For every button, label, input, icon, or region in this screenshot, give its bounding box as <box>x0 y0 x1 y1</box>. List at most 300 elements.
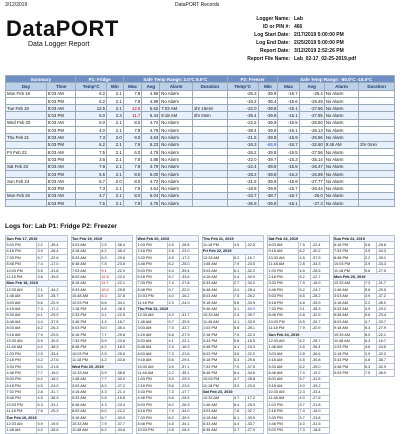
meta-value: 3/12/2019 2:52:26 PM <box>294 48 344 54</box>
log-cell: 9:48 AM <box>202 306 233 312</box>
log-cell: 5.8 <box>233 325 245 331</box>
summary-cell: 2.1 <box>107 156 124 163</box>
log-cell: 1:48 AM <box>6 293 37 299</box>
log-cell: -28.4 <box>245 287 263 293</box>
summary-row <box>6 134 395 141</box>
summary-cell: -26.0 <box>299 192 324 199</box>
summary-cell: -36.9 <box>227 200 258 207</box>
summary-cell: -26.4 <box>299 90 324 97</box>
log-cell: 5:33 AM <box>268 363 299 369</box>
log-cell: 7.9 <box>100 421 115 427</box>
log-cell: 4.0 <box>299 421 311 427</box>
summary-cell: No Alarm <box>324 105 358 112</box>
log-cell: 6:48 AM <box>268 370 299 376</box>
log-cell: 2.7 <box>233 427 245 433</box>
summary-cell: 2.1 <box>107 105 124 112</box>
summary-row <box>6 192 395 199</box>
log-cell: Wed Feb 20, 2019 <box>71 363 133 369</box>
log-cell: 9.1 <box>100 267 115 273</box>
summary-cell: -15.5 <box>278 119 299 126</box>
log-cell: 6:18 PM <box>71 331 100 337</box>
log-cell: 5.0 <box>100 408 115 414</box>
summary-cell: 2hr 0min <box>359 141 395 148</box>
log-cell: -17.2 <box>245 395 263 401</box>
summary-cell <box>359 105 395 112</box>
log-cell: 10:33 AM <box>6 338 37 344</box>
summary-cell <box>6 200 47 207</box>
summary-cell: No Alarm <box>160 97 193 104</box>
log-cell: -37.9 <box>311 255 329 261</box>
log-table <box>267 235 330 434</box>
log-cell: 11:48 AM <box>333 338 364 344</box>
summary-cell <box>359 127 395 134</box>
log-cell: -34.2 <box>245 280 263 286</box>
log-cell: -17.2 <box>49 306 67 312</box>
log-cell: -30.5 <box>49 338 67 344</box>
log-cell: 2.8 <box>299 261 311 267</box>
meta-key: Report Date: <box>259 48 290 54</box>
log-cell: 3:03 AM <box>6 299 37 305</box>
log-cell: 7.3 <box>299 427 311 433</box>
log-cell: -38.3 <box>49 344 67 350</box>
log-cell: 4:18 AM <box>6 306 37 312</box>
summary-row <box>6 163 395 170</box>
log-cell: -32.7 <box>245 408 263 414</box>
log-cell: 3.9 <box>37 248 49 254</box>
summary-cell: -39.9 <box>258 178 278 185</box>
log-cell: Wed Feb 20, 2019 <box>137 236 199 242</box>
log-cell: 7:33 PM <box>137 414 168 420</box>
log-cell: 9:18 AM <box>71 414 100 420</box>
summary-cell: -32.60 <box>299 141 324 148</box>
summary-column-header: Day <box>6 83 47 90</box>
summary-cell: No Alarm <box>324 90 358 97</box>
summary-cell: 8.0 <box>123 134 142 141</box>
log-cell: 9:18 AM <box>6 331 37 337</box>
summary-cell: -26.99 <box>299 170 324 177</box>
log-table <box>71 235 134 434</box>
log-cell: -31.5 <box>311 376 329 382</box>
log-cell: -16.3 <box>180 344 198 350</box>
log-cell: -35.0 <box>376 299 394 305</box>
summary-cell: No Alarm <box>324 112 358 119</box>
log-cell: 5.6 <box>364 242 376 248</box>
summary-cell: -22.4 <box>227 163 258 170</box>
log-table <box>136 235 199 434</box>
log-cell: 4.4 <box>233 274 245 280</box>
summary-cell: -26.2 <box>227 148 258 155</box>
log-cell: 2.5 <box>100 351 115 357</box>
log-column <box>136 235 199 433</box>
summary-cell: 4.98 <box>142 97 160 104</box>
summary-cell: -39.8 <box>258 185 278 192</box>
log-cell: 10:33 AM <box>268 389 299 395</box>
summary-row <box>6 97 395 104</box>
log-cell: -37.2 <box>376 293 394 299</box>
summary-cell: -39.8 <box>258 170 278 177</box>
log-cell: 8:48 PM <box>333 255 364 261</box>
log-cell: -23.0 <box>180 248 198 254</box>
log-cell: 4.5 <box>168 255 180 261</box>
log-cell: -22.5 <box>245 242 263 248</box>
log-cell: 10.0 <box>100 287 115 293</box>
log-table <box>202 235 265 434</box>
summary-cell <box>359 170 395 177</box>
log-cell: 2.2 <box>37 242 49 248</box>
log-cell: 11:48 AM <box>137 370 168 376</box>
log-cell: 7.9 <box>299 325 311 331</box>
summary-cell <box>359 112 395 119</box>
log-cell: 4.5 <box>37 395 49 401</box>
log-cell: -17.7 <box>180 389 198 395</box>
log-cell: 5:33 AM <box>6 312 37 318</box>
log-cell: 5.6 <box>168 382 180 388</box>
log-cell: 7.9 <box>233 261 245 267</box>
summary-column-header: Alarm <box>160 83 193 90</box>
log-cell: 2.6 <box>100 395 115 401</box>
log-cell: 1:18 PM <box>71 306 100 312</box>
summary-cell: No Alarm <box>160 163 193 170</box>
summary-cell: -25.49 <box>299 97 324 104</box>
summary-cell <box>192 127 227 134</box>
log-cell: Sat Feb 23, 2019 <box>268 236 330 242</box>
log-cell: 2:18 PM <box>333 351 364 357</box>
log-cell: 6:18 PM <box>333 242 364 248</box>
log-cell: Tue Feb 19, 2019 <box>71 236 133 242</box>
summary-cell: -15.7 <box>278 185 299 192</box>
log-cell: 3:33 PM <box>333 357 364 363</box>
log-cell: -28.7 <box>311 338 329 344</box>
log-cell: -33.3 <box>376 261 394 267</box>
log-cell: 3:03 AM <box>71 242 100 248</box>
log-cell: 7.5 <box>364 370 376 376</box>
summary-cell: 2.0 <box>107 178 124 185</box>
summary-column-header: Time <box>46 83 76 90</box>
summary-cell: -15.3 <box>278 156 299 163</box>
log-cell: 3.1 <box>299 306 311 312</box>
log-cell: 7.7 <box>100 376 115 382</box>
log-cell: -36.9 <box>376 370 394 376</box>
summary-cell <box>6 170 47 177</box>
log-cell: Sun Feb 17, 2019 <box>6 236 68 242</box>
summary-cell <box>6 112 47 119</box>
log-cell: 12:33 AM <box>6 287 37 293</box>
log-cell: -26.3 <box>180 402 198 408</box>
log-cell: 5:33 AM <box>71 395 100 401</box>
summary-cell: 12.5 <box>76 105 107 112</box>
log-cell: 5.5 <box>37 267 49 273</box>
summary-cell: -39.9 <box>258 90 278 97</box>
log-cell: -23.4 <box>376 312 394 318</box>
log-cell: 8:48 PM <box>268 312 299 318</box>
summary-cell <box>359 185 395 192</box>
log-cell: -31.1 <box>49 402 67 408</box>
log-cell: 4:18 AM <box>202 414 233 420</box>
log-cell: -21.7 <box>376 280 394 286</box>
summary-cell: No Alarm <box>160 185 193 192</box>
log-cell: 3:33 PM <box>268 414 299 420</box>
log-cell: 3:48 PM <box>71 319 100 325</box>
log-cell: 4.3 <box>100 402 115 408</box>
summary-cell: -15.6 <box>278 97 299 104</box>
summary-cell: 6.2 <box>76 90 107 97</box>
log-cell: 5:33 AM <box>202 421 233 427</box>
log-cell: 5:03 PM <box>268 427 299 433</box>
summary-cell: 5.00 <box>142 170 160 177</box>
log-cell: -39.4 <box>180 267 198 273</box>
log-cell: 3:03 AM <box>202 408 233 414</box>
log-cell: 2:18 PM <box>268 408 299 414</box>
summary-group-header: Summary <box>6 76 76 83</box>
log-cell: -25.5 <box>180 395 198 401</box>
log-cell: 3:03 AM <box>137 325 168 331</box>
summary-cell: No Alarm <box>324 148 358 155</box>
log-cell: 2.2 <box>364 255 376 261</box>
summary-cell: 2.1 <box>107 163 124 170</box>
log-cell: 9:18 AM <box>268 382 299 388</box>
summary-cell: 5.23 <box>142 141 160 148</box>
summary-column-header: Max <box>123 83 142 90</box>
log-cell: 3:03 AM <box>202 267 233 273</box>
summary-table <box>5 75 395 207</box>
log-cell: -28.4 <box>49 248 67 254</box>
log-cell: -38.8 <box>115 370 132 376</box>
summary-group-header: Safe Temp Range: 2.0°C 8.0°C <box>123 76 227 83</box>
log-cell: 7:33 PM <box>137 280 168 286</box>
log-cell: -33.0 <box>115 376 132 382</box>
log-cell: -29.6 <box>115 255 132 261</box>
log-cell: -29.6 <box>115 331 132 337</box>
log-cell: -28.6 <box>49 427 67 433</box>
log-cell: -27.6 <box>49 357 67 363</box>
log-cell: 6.2 <box>168 261 180 267</box>
log-cell: -36.6 <box>311 351 329 357</box>
log-cell: 5.7 <box>168 319 180 325</box>
summary-cell: No Alarm <box>160 141 193 148</box>
log-cell: 8:03 AM <box>268 242 299 248</box>
log-cell: -20.9 <box>311 325 329 331</box>
log-cell: 5.6 <box>364 312 376 318</box>
log-cell: -33.7 <box>376 319 394 325</box>
summary-cell <box>359 156 395 163</box>
log-cell: -21.6 <box>180 351 198 357</box>
log-cell: 5.8 <box>233 338 245 344</box>
log-column <box>333 235 396 400</box>
log-cell: 5.6 <box>37 299 49 305</box>
log-cell: -27.9 <box>180 331 198 337</box>
log-cell: 6.4 <box>364 325 376 331</box>
summary-cell: No Alarm <box>324 119 358 126</box>
summary-cell: No Alarm <box>160 90 193 97</box>
log-cell: -25.0 <box>311 363 329 369</box>
summary-group-header: P1: Fridge <box>76 76 123 83</box>
summary-cell: 5:03 PM <box>46 185 76 192</box>
log-cell: 2.4 <box>233 312 245 318</box>
log-cell: -25.0 <box>245 402 263 408</box>
log-cell: -32.2 <box>245 267 263 273</box>
summary-cell: -38.7 <box>258 192 278 199</box>
summary-cell: -15.1 <box>278 112 299 119</box>
log-cell: 4.6 <box>364 344 376 350</box>
log-cell: 10:03 PM <box>71 351 100 357</box>
log-cell: 7.4 <box>37 261 49 267</box>
logs-grid <box>5 235 395 433</box>
summary-cell: No Alarm <box>160 127 193 134</box>
log-cell: 10:03 PM <box>137 427 168 433</box>
log-cell: 11:18 PM <box>202 382 233 388</box>
log-cell: -30.2 <box>311 248 329 254</box>
log-cell: -24.0 <box>180 299 198 305</box>
log-cell: 7.5 <box>168 325 180 331</box>
summary-cell: -26.3 <box>227 141 258 148</box>
summary-cell: 2.1 <box>107 119 124 126</box>
meta-value: 2/17/2019 5:00:00 PM <box>294 32 344 38</box>
summary-cell: No Alarm <box>324 178 358 185</box>
summary-cell <box>359 178 395 185</box>
log-cell: -36.4 <box>115 242 132 248</box>
log-cell: -18.0 <box>115 344 132 350</box>
summary-cell: 4.99 <box>142 90 160 97</box>
log-cell: 8:48 PM <box>6 395 37 401</box>
summary-cell: -39.8 <box>258 163 278 170</box>
summary-cell: -26.50 <box>299 119 324 126</box>
log-cell: -26.2 <box>245 293 263 299</box>
summary-cell: 7.9 <box>76 163 107 170</box>
log-cell: -37.5 <box>49 319 67 325</box>
log-cell: 11:48 AM <box>268 395 299 401</box>
summary-cell: -22.2 <box>227 119 258 126</box>
log-cell: 4.2 <box>100 357 115 363</box>
log-cell: 6.2 <box>168 402 180 408</box>
summary-cell: 5:03 PM <box>46 200 76 207</box>
log-cell: 6.2 <box>168 414 180 420</box>
log-cell: 6.3 <box>37 402 49 408</box>
logs-title: Logs for: Lab P1: Fridge P2: Freezer <box>5 223 117 230</box>
log-cell: 4.0 <box>168 293 180 299</box>
log-cell: 8:48 PM <box>202 370 233 376</box>
log-cell: -27.9 <box>376 325 394 331</box>
log-cell: 3.6 <box>233 351 245 357</box>
log-cell: -16.0 <box>311 408 329 414</box>
log-cell: -33.6 <box>180 274 198 280</box>
summary-cell: 8:03 AM <box>46 163 76 170</box>
log-cell: -39.2 <box>311 382 329 388</box>
log-cell: 4.8 <box>100 306 115 312</box>
log-cell: -23.8 <box>115 338 132 344</box>
summary-cell: -16.2 <box>227 97 258 104</box>
summary-cell: 8:03 AM <box>46 178 76 185</box>
log-cell: 8:03 AM <box>333 319 364 325</box>
log-cell: -29.9 <box>49 312 67 318</box>
log-cell: -22.0 <box>245 351 263 357</box>
log-cell: 11:48 AM <box>268 261 299 267</box>
log-cell: -20.5 <box>49 331 67 337</box>
log-cell: 6.3 <box>364 338 376 344</box>
summary-cell: 4.79 <box>142 163 160 170</box>
log-cell: 5.7 <box>168 287 180 293</box>
log-cell: 3.9 <box>364 306 376 312</box>
log-cell: -19.2 <box>311 370 329 376</box>
summary-cell: -39.9 <box>258 127 278 134</box>
log-cell: -36.4 <box>311 344 329 350</box>
log-cell: 4:18 AM <box>137 331 168 337</box>
log-cell: 5.7 <box>299 414 311 420</box>
summary-cell: -35.4 <box>227 112 258 119</box>
log-cell: -28.8 <box>245 376 263 382</box>
log-cell: 4.2 <box>37 427 49 433</box>
log-cell: 8:03 AM <box>71 408 100 414</box>
log-cell: 3.0 <box>233 382 245 388</box>
log-cell: 4.7 <box>233 376 245 382</box>
summary-column-header: Max <box>278 83 299 90</box>
log-cell: -22.0 <box>180 287 198 293</box>
summary-cell: 8:03 AM <box>46 134 76 141</box>
log-cell: 5.7 <box>299 402 311 408</box>
log-cell: -36.9 <box>49 395 67 401</box>
log-cell: -26.6 <box>376 242 394 248</box>
log-cell: 6.2 <box>233 255 245 261</box>
summary-cell: 4.85 <box>142 156 160 163</box>
summary-cell <box>6 127 47 134</box>
summary-cell: No Alarm <box>160 134 193 141</box>
log-cell: 6:18 PM <box>137 408 168 414</box>
log-cell: 8:48 PM <box>137 287 168 293</box>
summary-cell <box>6 156 47 163</box>
log-cell: 7:33 PM <box>6 255 37 261</box>
log-cell: 7.5 <box>233 293 245 299</box>
summary-cell: 7.3 <box>76 185 107 192</box>
log-cell: 6:48 AM <box>202 287 233 293</box>
log-cell: 7.3 <box>168 351 180 357</box>
summary-cell: 4.75 <box>142 200 160 207</box>
summary-cell: -15.1 <box>278 200 299 207</box>
summary-row <box>6 178 395 185</box>
log-cell: 4.7 <box>233 395 245 401</box>
log-cell: -28.2 <box>311 293 329 299</box>
meta-value: Lab_02-17_02-25-2019.pdf <box>294 56 356 62</box>
summary-cell: 8:03 AM <box>46 148 76 155</box>
log-cell: 3:33 PM <box>202 338 233 344</box>
log-cell: 5.9 <box>100 370 115 376</box>
summary-row <box>6 90 395 97</box>
log-cell: 2.8 <box>299 351 311 357</box>
summary-cell: 6.2 <box>76 97 107 104</box>
log-cell: 6.4 <box>233 370 245 376</box>
log-cell: -25.0 <box>180 261 198 267</box>
log-cell: -16.2 <box>49 376 67 382</box>
log-cell: -35.4 <box>49 242 67 248</box>
log-cell: 2.4 <box>168 344 180 350</box>
log-cell: -24.5 <box>376 344 394 350</box>
log-cell: 5:33 AM <box>71 255 100 261</box>
log-cell: 1:03 PM <box>268 267 299 273</box>
summary-cell <box>6 141 47 148</box>
log-cell: Thu Feb 21, 2019 <box>137 306 199 312</box>
summary-cell: 5.62 <box>142 105 160 112</box>
summary-cell: -22.0 <box>227 105 258 112</box>
log-cell: -39.1 <box>376 255 394 261</box>
log-cell: 2.8 <box>37 389 49 395</box>
summary-cell: 7.5 <box>76 148 107 155</box>
summary-cell: -18.8 <box>227 185 258 192</box>
log-cell: Sun Feb 24, 2019 <box>268 331 330 337</box>
log-cell: 5:03 PM <box>268 293 299 299</box>
log-cell: 11:18 PM <box>71 357 100 363</box>
summary-row <box>6 170 395 177</box>
print-date: 3/12/2019 <box>5 2 28 8</box>
log-cell: 9:18 AM <box>202 299 233 305</box>
log-cell: -24.0 <box>49 382 67 388</box>
